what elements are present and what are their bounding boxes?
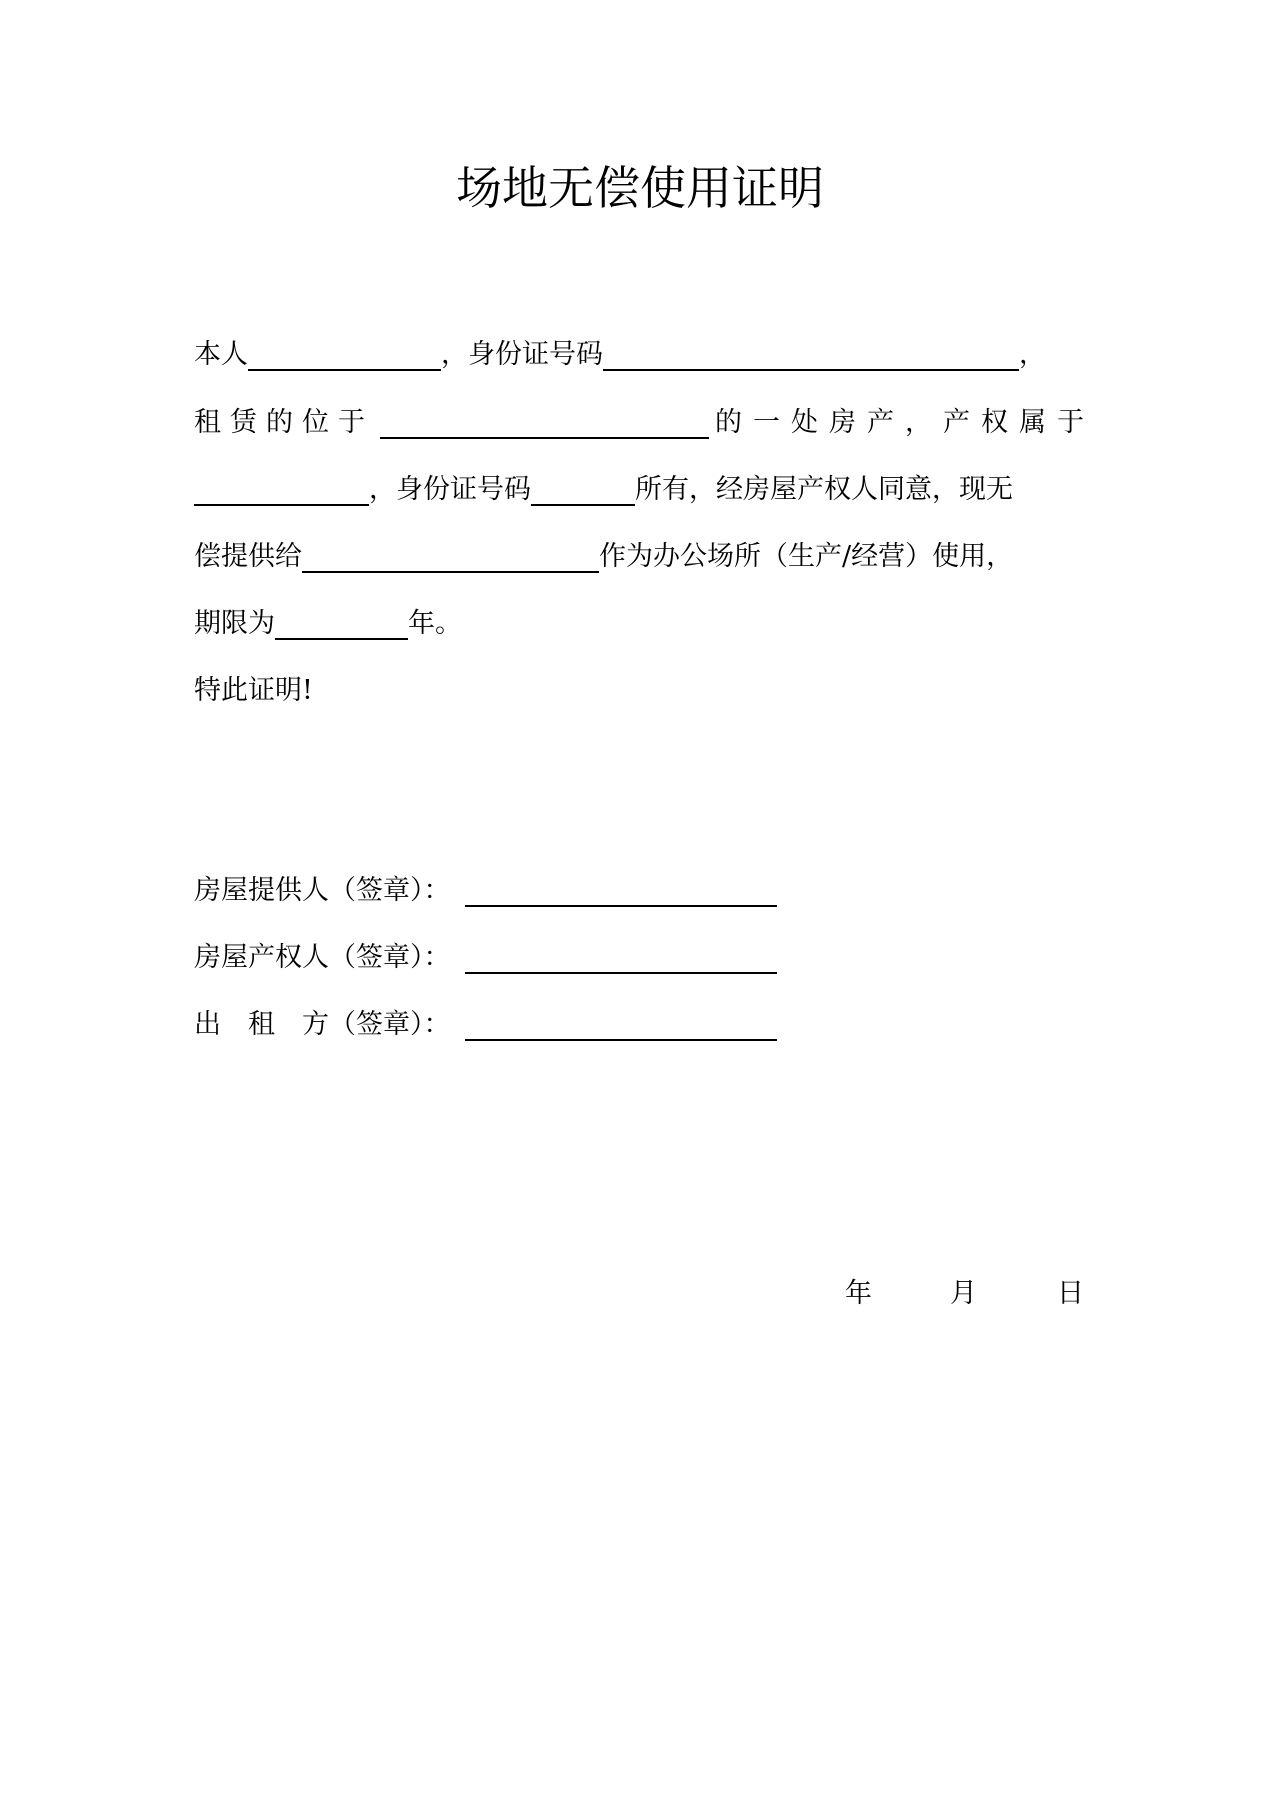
signature-label: 房屋产权人（签章）： xyxy=(194,942,451,973)
signature-owner xyxy=(194,938,777,978)
owner-id-blank[interactable] xyxy=(531,474,635,506)
text: 租赁的位于 xyxy=(194,407,374,438)
body-line-5 xyxy=(194,604,462,644)
body-line-6 xyxy=(194,671,313,711)
owner-blank[interactable] xyxy=(194,474,369,506)
signature-label: 房屋提供人（签章）： xyxy=(194,875,451,906)
signature-label: 出 租 方（签章）： xyxy=(194,1009,451,1040)
date-month: 月 xyxy=(950,1278,977,1309)
signature-lessor xyxy=(194,1005,777,1045)
body-line-1 xyxy=(194,335,1046,375)
text: ，身份证号码 xyxy=(369,474,531,505)
text: 作为办公场所（生产/经营）使用， xyxy=(599,541,1014,572)
text: 期限为 xyxy=(194,608,275,639)
text: 所有，经房屋产权人同意，现无 xyxy=(635,474,1013,505)
text: 特此证明! xyxy=(194,675,313,706)
name-blank[interactable] xyxy=(248,339,441,371)
signature-blank[interactable] xyxy=(465,942,777,974)
id-number-blank[interactable] xyxy=(603,339,1019,371)
signature-blank[interactable] xyxy=(465,1009,777,1041)
signature-blank[interactable] xyxy=(465,875,777,907)
location-blank[interactable] xyxy=(380,407,709,439)
text: 年。 xyxy=(408,608,462,639)
body-line-2 xyxy=(194,403,1095,443)
body-line-4 xyxy=(194,537,1013,577)
signature-provider xyxy=(194,871,777,911)
document-title: 场地无偿使用证明 xyxy=(456,161,824,215)
recipient-blank[interactable] xyxy=(302,541,599,573)
text: ，身份证号码 xyxy=(441,339,603,370)
body-line-3 xyxy=(194,470,1013,510)
date-day: 日 xyxy=(1057,1278,1084,1309)
term-blank[interactable] xyxy=(275,608,408,640)
text: 本人 xyxy=(194,339,248,370)
date-year: 年 xyxy=(845,1278,872,1309)
text: ， xyxy=(1019,339,1046,370)
text: 的一处房产，产权属于 xyxy=(715,407,1095,438)
text: 偿提供给 xyxy=(194,541,302,572)
